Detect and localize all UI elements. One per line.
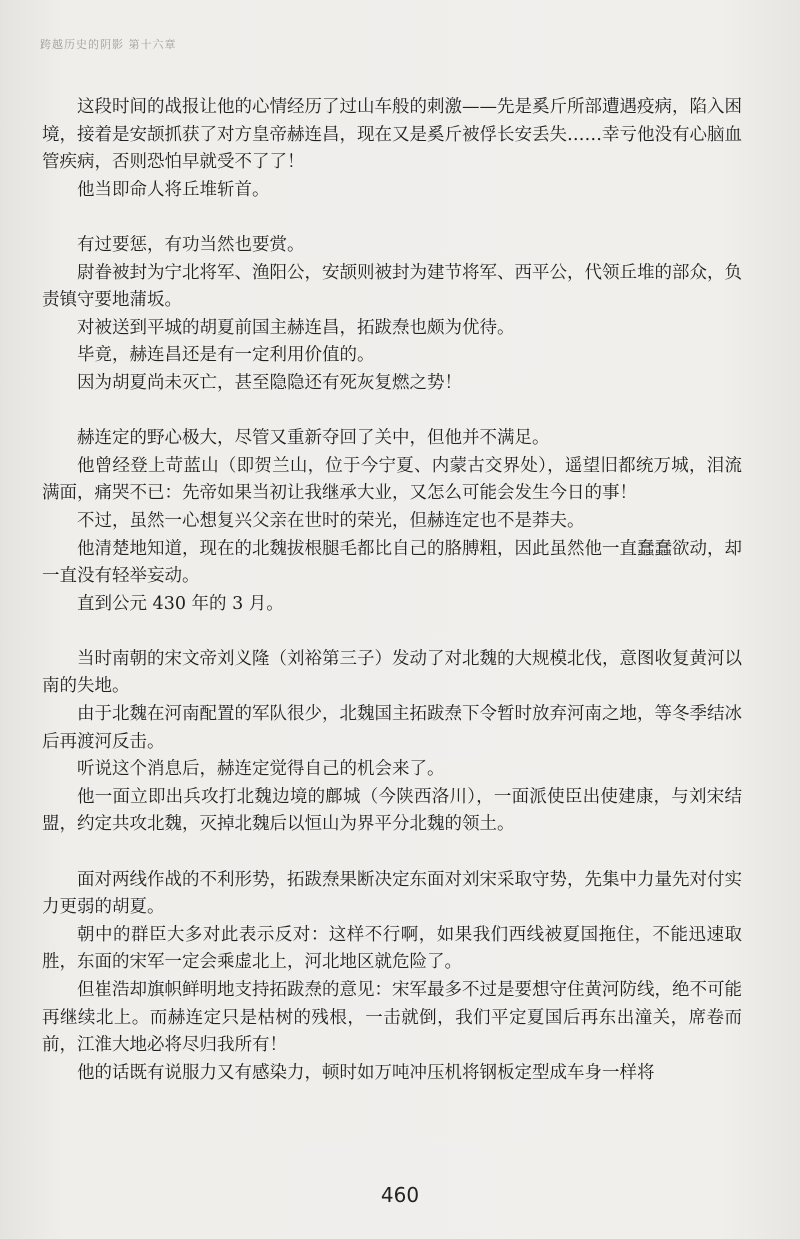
paragraph: 他一面立即出兵攻打北魏边境的鄜城（今陕西洛川），一面派使臣出使建康，与刘宋结盟，约定共攻北魏，灭掉北魏后以恒山为界平分北魏的领土。 bbox=[42, 786, 742, 835]
section-gap bbox=[42, 839, 742, 867]
paragraph: 对被送到平城的胡夏前国主赫连昌，拓跋焘也颇为优待。 bbox=[77, 317, 515, 338]
section-gap bbox=[42, 204, 742, 232]
paragraph: 这段时间的战报让他的心情经历了过山车般的刺激——先是奚斤所部遭遇疫病，陷入困境，接着是安颉抓获了对方皇帝赫连昌，现在又是奚斤被俘长安丢失……幸亏他没有心脑血管疾病，否则恐怕早就受不了了！ bbox=[42, 97, 742, 173]
paragraph: 他的话既有说服力又有感染力，顿时如万吨冲压机将钢板定型成车身一样将 bbox=[77, 1062, 655, 1083]
body-text bbox=[42, 94, 742, 1087]
section-gap bbox=[42, 618, 742, 646]
page-number: 460 bbox=[380, 1183, 420, 1207]
paragraph: 因为胡夏尚未灭亡，甚至隐隐还有死灰复燃之势！ bbox=[77, 372, 462, 393]
paragraph: 赫连定的野心极大，尽管又重新夺回了关中，但他并不满足。 bbox=[77, 428, 550, 449]
paragraph: 但崔浩却旗帜鲜明地支持拓跋焘的意见：宋军最多不过是要想守住黄河防线，绝不可能再继续北上。而赫连定只是枯树的残根，一击就倒，我们平定夏国后再东出潼关，席卷而前，江淮大地必将尽归我所有！ bbox=[42, 980, 742, 1056]
paragraph: 当时南朝的宋文帝刘义隆（刘裕第三子）发动了对北魏的大规模北伐，意图收复黄河以南的失地。 bbox=[42, 648, 742, 697]
paragraph: 他清楚地知道，现在的北魏拔根腿毛都比自己的胳膊粗，因此虽然他一直蠢蠢欲动，却一直没有轻举妄动。 bbox=[42, 538, 742, 587]
paragraph: 面对两线作战的不利形势，拓跋焘果断决定东面对刘宋采取守势，先集中力量先对付实力更弱的胡夏。 bbox=[42, 869, 742, 918]
paragraph: 听说这个消息后，赫连定觉得自己的机会来了。 bbox=[77, 759, 445, 780]
paragraph: 直到公元 430 年的 3 月。 bbox=[77, 593, 284, 614]
paragraph: 尉眷被封为宁北将军、渔阳公，安颉则被封为建节将军、西平公，代领丘堆的部众，负责镇守要地蒲坂。 bbox=[42, 262, 742, 311]
section-gap bbox=[42, 398, 742, 426]
paragraph: 毕竟，赫连昌还是有一定利用价值的。 bbox=[77, 345, 375, 366]
paragraph: 朝中的群臣大多对此表示反对：这样不行啊，如果我们西线被夏国拖住，不能迅速取胜，东面的宋军一定会乘虚北上，河北地区就危险了。 bbox=[42, 924, 742, 973]
paragraph: 由于北魏在河南配置的军队很少，北魏国主拓跋焘下令暂时放弃河南之地，等冬季结冰后再渡河反击。 bbox=[42, 704, 742, 752]
paragraph: 他曾经登上苛蓝山（即贺兰山，位于今宁夏、内蒙古交界处），遥望旧都统万城，泪流满面，痛哭不已：先帝如果当初让我继承大业，又怎么可能会发生今日的事！ bbox=[42, 455, 742, 504]
paragraph: 他当即命人将丘堆斩首。 bbox=[77, 179, 270, 200]
running-head: 跨越历史的阴影 第十六章 bbox=[40, 38, 177, 51]
paragraph: 有过要惩，有功当然也要赏。 bbox=[77, 234, 305, 255]
paragraph: 不过，虽然一心想复兴父亲在世时的荣光，但赫连定也不是莽夫。 bbox=[77, 510, 585, 531]
